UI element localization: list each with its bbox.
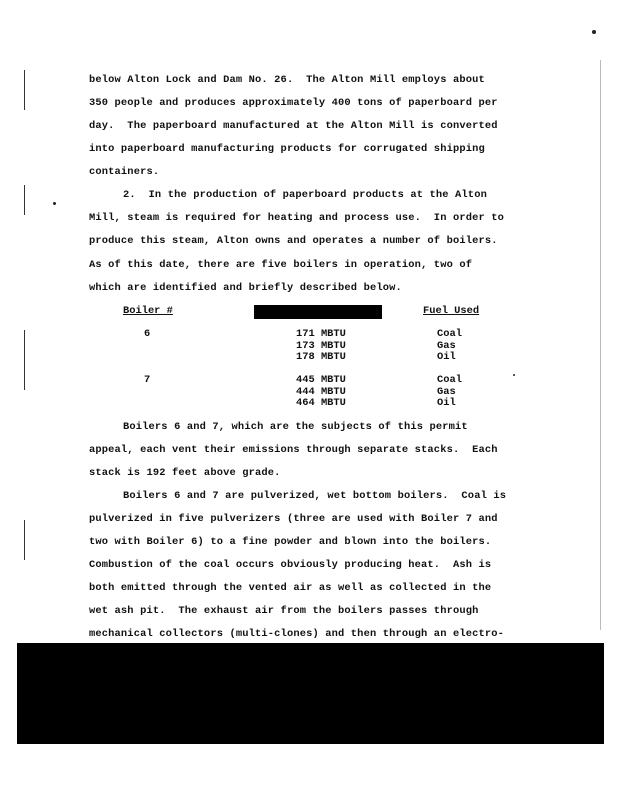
text-line: into paperboard manufacturing products for corrugated shipping <box>89 143 485 155</box>
text-line: As of this date, there are five boilers in operation, two of <box>89 259 473 271</box>
text-line: Combustion of the coal occurs obviously producing heat. Ash is <box>89 559 492 571</box>
capacity-value: 171 MBTU <box>296 328 346 340</box>
text-line: two with Boiler 6) to a fine powder and blown into the boilers. <box>89 536 492 548</box>
text-line: 350 people and produces approximately 400 tons of paperboard per <box>89 97 498 109</box>
capacity-value: 464 MBTU <box>296 397 346 409</box>
redaction-block <box>17 643 604 744</box>
capacity-value: 444 MBTU <box>296 385 346 398</box>
scan-speck <box>53 202 56 205</box>
text-line: containers. <box>89 166 160 178</box>
text-line: both emitted through the vented air as well as collected in the <box>89 582 492 594</box>
table-header-fuel: Fuel Used <box>423 305 480 317</box>
text-line: mechanical collectors (multi-clones) and then through an electro- <box>89 628 505 640</box>
scan-edge-mark <box>24 70 25 110</box>
text-line: wet ash pit. The exhaust air from the boilers passes through <box>89 605 479 617</box>
capacity-value: 178 MBTU <box>296 351 346 363</box>
scan-speck <box>592 30 596 34</box>
boiler-number: 6 <box>144 328 151 340</box>
scan-edge-mark <box>24 330 25 390</box>
boiler-number: 7 <box>144 374 151 386</box>
capacity-value: 173 MBTU <box>296 339 346 352</box>
capacity-value: 445 MBTU <box>296 374 346 386</box>
fuel-type: Oil <box>437 351 456 363</box>
text-line: Boilers 6 and 7, which are the subjects of this permit <box>123 421 468 433</box>
fuel-type: Gas <box>437 339 456 352</box>
text-line: 2. In the production of paperboard products at the Alton <box>123 189 487 201</box>
text-line: appeal, each vent their emissions through separate stacks. Each <box>89 444 498 456</box>
fuel-type: Gas <box>437 385 456 398</box>
redaction-bar <box>254 305 382 319</box>
scan-edge-mark <box>24 185 25 215</box>
fuel-type: Coal <box>437 374 462 386</box>
text-line: pulverized in five pulverizers (three are used with Boiler 7 and <box>89 513 498 525</box>
text-line: which are identified and briefly described below. <box>89 282 402 294</box>
scan-speck <box>513 374 515 376</box>
text-line: day. The paperboard manufactured at the Alton Mill is converted <box>89 120 498 132</box>
text-line: stack is 192 feet above grade. <box>89 467 281 479</box>
text-line: produce this steam, Alton owns and operates a number of boilers. <box>89 235 498 247</box>
text-line: below Alton Lock and Dam No. 26. The Alton Mill employs about <box>89 74 485 86</box>
text-line: Mill, steam is required for heating and process use. In order to <box>89 212 505 224</box>
table-header-boiler: Boiler # <box>123 305 173 317</box>
fuel-type: Coal <box>437 328 462 340</box>
text-line: Boilers 6 and 7 are pulverized, wet bottom boilers. Coal is <box>123 490 507 502</box>
scan-edge-mark <box>24 520 25 560</box>
fuel-type: Oil <box>437 397 456 409</box>
scan-edge-mark <box>600 60 601 630</box>
